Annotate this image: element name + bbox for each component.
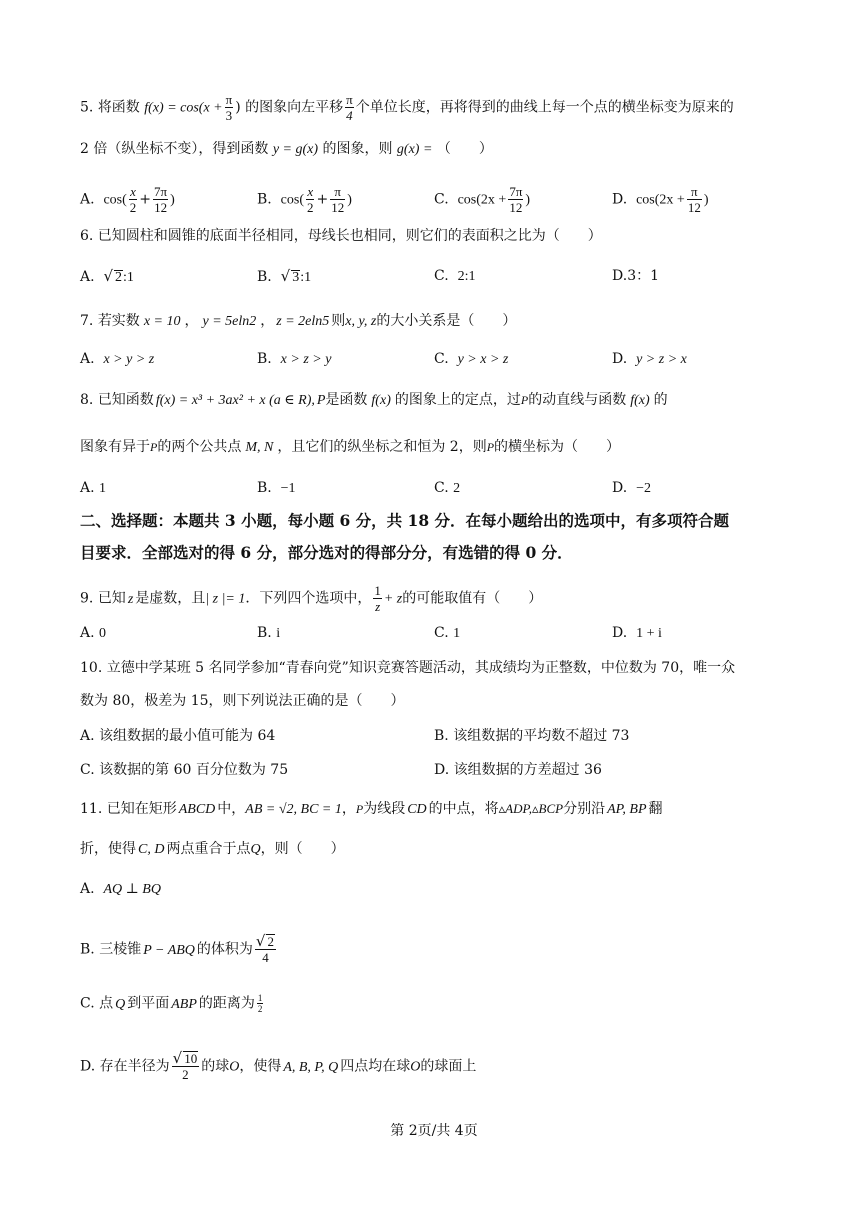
q5-gx: g(x) =: [396, 142, 433, 157]
q8-option-c: C. 2: [434, 480, 461, 496]
q5-paren: （ ）: [436, 141, 493, 157]
q7-option-b: B. x > z > y: [257, 351, 332, 367]
section2-heading-line2: 目要求．全部选对的得 6 分，部分选对的得部分分，有选错的得 0 分．: [80, 543, 573, 562]
q8-line2: 图象有异于P的两个公共点 M, N ，且它们的纵坐标之和恒为 2，则P的横坐标为（ ）: [80, 439, 621, 455]
q6-option-c: C. 2:1: [434, 268, 476, 284]
q7-option-a: A. x > y > z: [80, 351, 155, 367]
q5-line2: [80, 139, 493, 160]
q11-option-a: A. AQ ⊥ BQ: [80, 881, 161, 897]
q7-option-c: C. y > x > z: [434, 351, 509, 367]
q6-option-d: D.3：1: [612, 268, 660, 284]
q6-option-b: B. √ 3:1: [257, 267, 312, 285]
q11-option-b: B. 三棱锥 P − ABQ 的体积为 $\frac{√ 2}{4}$: [80, 932, 274, 965]
q5-text: ) 的图象向左平移: [235, 99, 344, 116]
q5-line1: [80, 92, 734, 123]
q10-line2: 数为 80，极差为 15，则下列说法正确的是（ ）: [80, 693, 405, 709]
q5-text: 将函数: [97, 99, 140, 116]
q10-line1: 10. 立德中学某班 5 名同学参加“青春向党”知识竞赛答题活动，其成绩均为正整数，中位数为 70，唯一众: [80, 660, 736, 676]
q5-option-a: A. cos( $\frac{x}{2}$ + $\frac{7\pi}{12}$ ): [80, 184, 175, 215]
q9-option-b: B. i: [257, 625, 281, 641]
q10-option-d: D. 该组数据的方差超过 36: [434, 762, 602, 778]
q9-option-a: A. 0: [80, 625, 107, 641]
q11-line2: 折，使得 C, D 两点重合于点Q，则（ ）: [80, 841, 345, 857]
q5-option-d: D. cos(2x + $\frac{\pi}{12}$ ): [612, 184, 709, 215]
q11-option-d: D. 存在半径为 $\frac{√ 10}{2}$ 的球O，使得 A, B, P, Q 四点均在球O的球面上: [80, 1049, 477, 1082]
q9-stem: 9. 已知 z 是虚数，且| z |= 1．下列四个选项中， $\frac{1}{z}$ + z的可能取值有（ ）: [80, 583, 543, 614]
q9-option-d: D. 1 + i: [612, 625, 662, 641]
q5-number: 5.: [80, 99, 94, 116]
q10-option-a: A. 该组数据的最小值可能为 64: [80, 728, 276, 744]
q5-function: f(x) = cos(x +: [144, 100, 223, 116]
q8-option-b: B. −1: [257, 480, 296, 496]
q5-frac-pi4: $\frac{\pi}{4}$: [346, 92, 353, 123]
q8-line1: 8. 已知函数 f(x) = x³ + 3ax² + x (a ∈ R), P是函数 f(x) 的图象上的定点，过P的动直线与函数 f(x) 的: [80, 392, 668, 408]
q5-option-b: B. cos( $\frac{x}{2}$ + $\frac{\pi}{12}$ ): [257, 184, 352, 215]
q8-option-d: D. −2: [612, 480, 651, 496]
q5-text: 个单位长度，再将得到的曲线上每一个点的横坐标变为原来的: [355, 99, 734, 116]
q5-frac-pi3: $\frac{\pi}{3}$: [225, 92, 233, 123]
q6-option-a: A. √ 2:1: [80, 267, 134, 285]
q10-option-b: B. 该组数据的平均数不超过 73: [434, 728, 630, 744]
q5-text: 的图象，则: [322, 141, 393, 157]
section2-heading-line1: 二、选择题：本题共 3 小题，每小题 6 分，共 18 分．在每小题给出的选项中，有多项符合题: [80, 511, 730, 530]
q10-option-c: C. 该数据的第 60 百分位数为 75: [80, 762, 289, 778]
q8-option-a: A. 1: [80, 480, 107, 496]
q9-option-c: C. 1: [434, 625, 461, 641]
q7-stem: 7. 若实数 x = 10 ， y = 5eln2 ， z = 2eln5 则x, y, z的大小关系是（ ）: [80, 313, 517, 329]
q6-stem: 6. 已知圆柱和圆锥的底面半径相同，母线长也相同，则它们的表面积之比为（ ）: [80, 228, 602, 244]
q7-option-d: D. y > z > x: [612, 351, 687, 367]
q11-line1: 11. 已知在矩形 ABCD 中，AB = √2, BC = 1，P为线段 CD 的中点，将▵ADP,▵BCP分别沿 AP, BP 翻: [80, 801, 663, 817]
q11-option-c: C. 点 Q 到平面 ABP 的距离为 $\frac{1}{2}$: [80, 993, 263, 1014]
q5-option-c: C. cos(2x + $\frac{7\pi}{12}$ ): [434, 184, 531, 215]
page-footer: 第 2页/共 4页: [390, 1123, 478, 1139]
q5-gfunc: y = g(x): [272, 142, 319, 157]
q5-text: 2 倍（纵坐标不变），得到函数: [80, 141, 269, 157]
